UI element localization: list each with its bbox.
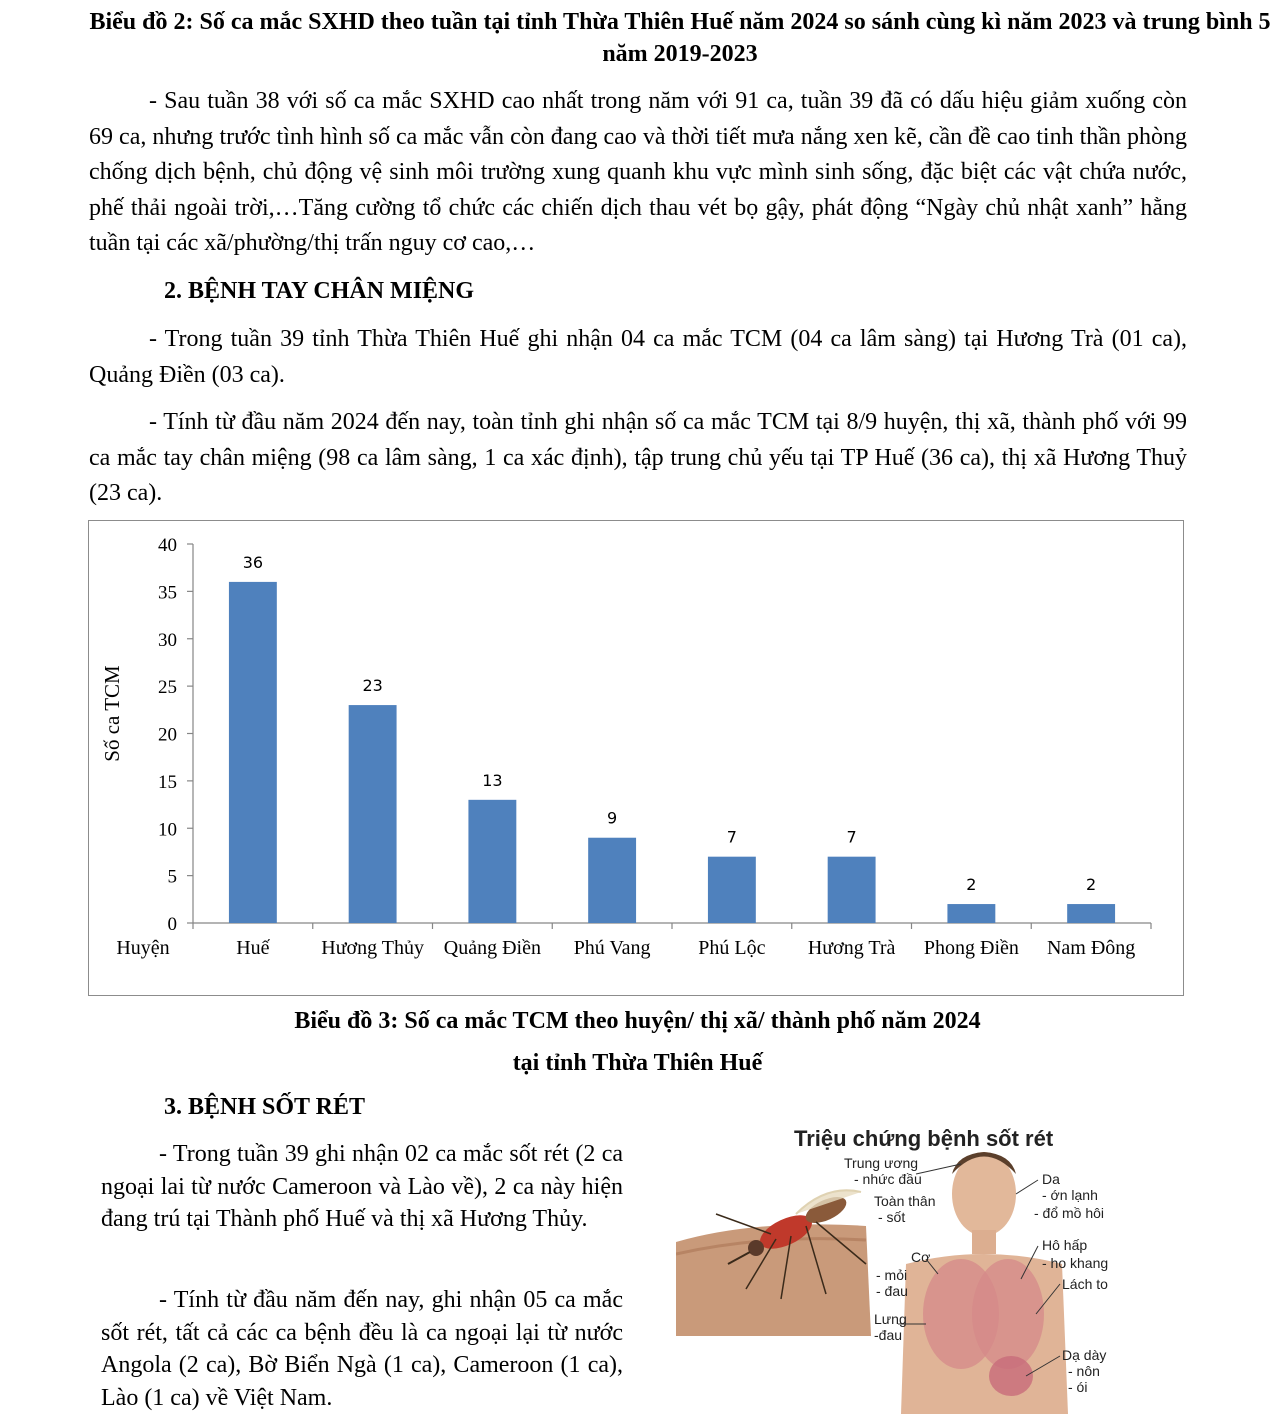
label-dau-lung: -đau (874, 1327, 903, 1343)
data-label: 9 (607, 808, 618, 828)
data-label: 13 (482, 770, 503, 790)
x-tick-label: Phú Lộc (698, 937, 766, 959)
bar-6 (828, 857, 876, 923)
section3-heading: 3. BỆNH SỐT RÉT (164, 1094, 365, 1120)
label-co: Cơ (911, 1249, 931, 1265)
data-label: 36 (242, 552, 264, 572)
label-toan-than: Toàn thân (874, 1193, 936, 1209)
x-tick-label: Hương Thủy (321, 937, 424, 959)
y-tick-label: 35 (158, 582, 177, 604)
tcm-chart-frame (88, 520, 1184, 996)
chart2-caption: Biểu đồ 2: Số ca mắc SXHD theo tuần tại tỉnh Thừa Thiên Huế năm 2024 so sánh cùng kì năm 2023 và trung bình 5 năm 2019-2023 (89, 9, 1271, 67)
tcm-bar-chart (89, 521, 1182, 994)
label-ho-khang: - ho khang (1042, 1255, 1109, 1271)
label-lung: Lưng (874, 1311, 907, 1327)
bar-8 (1067, 904, 1115, 923)
y-tick-label: 10 (158, 819, 177, 841)
label-trung-uong: Trung ương (844, 1155, 919, 1171)
bar-5 (708, 857, 756, 923)
label-moi: - mỏi (876, 1267, 908, 1283)
malaria-paragraph-2: - Tính từ đầu năm đến nay, ghi nhận 05 ca mắc sốt rét, tất cả các ca bệnh đều là ca ngoại lại từ nước Angola (2 ca), Bờ Biển Ngà (1 ca), Cameroon (1 ca), Lào (1 ca) về Việt Nam. (101, 1287, 623, 1411)
x-tick-label: Hương Trà (807, 937, 896, 959)
label-ho-hap: Hô hấp (1042, 1237, 1088, 1253)
y-tick-label: 15 (158, 771, 177, 793)
malaria-illustration-graphic (676, 1114, 1146, 1414)
label-do-mo-hoi: - đổ mồ hôi (1034, 1205, 1105, 1221)
sxhd-paragraph: - Sau tuần 38 với số ca mắc SXHD cao nhất trong năm với 91 ca, tuần 39 đã có dấu hiệu giảm xuống còn 69 ca, nhưng trước tình hình số ca mắc vẫn còn đang cao và thời tiết mưa nắng xen kẽ, cần đề cao tinh thần phòng chống dịch bệnh, chủ động vệ sinh môi trường xung quanh khu vực mình sinh sống, đặc biệt các vật chứa nước, phế thải ngoài trời,…Tăng cường tổ chức các chiến dịch thau vét bọ gậy, phát động “Ngày chủ nhật xanh” hằng tuần tại các xã/phường/thị trấn nguy cơ cao,… (89, 88, 1187, 256)
label-da-day: Dạ dày (1062, 1347, 1107, 1363)
y-tick-label: 30 (158, 629, 177, 651)
illustration-title: Triệu chứng bệnh sốt rét (794, 1126, 1054, 1151)
data-label: 2 (966, 875, 977, 895)
malaria-paragraph-1: - Trong tuần 39 ghi nhận 02 ca mắc sốt rét (2 ca ngoại lai từ nước Cameroon và Lào về), 2 ca này hiện đang trú tại Thành phố Huế và thị xã Hương Thủy. (101, 1141, 623, 1232)
y-tick-label: 40 (158, 535, 177, 556)
label-non: - nôn (1068, 1363, 1100, 1379)
bar-7 (947, 904, 995, 923)
label-sot: - sốt (878, 1209, 906, 1225)
x-tick-label: Nam Đông (1046, 937, 1136, 959)
label-on-lanh: - ớn lạnh (1042, 1187, 1098, 1203)
malaria-symptoms-illustration (676, 1114, 1146, 1414)
label-oi: - ói (1068, 1379, 1088, 1395)
chart3-caption-line1: Biểu đồ 3: Số ca mắc TCM theo huyện/ thị xã/ thành phố năm 2024 (294, 1008, 981, 1034)
x-tick-label: Quảng Điền (443, 937, 541, 959)
bar-4 (588, 838, 636, 923)
bar-2 (349, 705, 397, 923)
section2-heading: 2. BỆNH TAY CHÂN MIỆNG (164, 278, 475, 304)
label-da: Da (1042, 1171, 1060, 1187)
x-tick-label: Phú Vang (573, 937, 651, 959)
x-tick-label: Phong Điền (923, 937, 1019, 959)
tcm-paragraph-1: - Trong tuần 39 tỉnh Thừa Thiên Huế ghi nhận 04 ca mắc TCM (04 ca lâm sàng) tại Hương Trà (01 ca), Quảng Điền (03 ca). (89, 326, 1187, 388)
x-tick-label: Huế (236, 937, 270, 959)
y-tick-label: 25 (158, 677, 177, 699)
bar-3 (468, 800, 516, 923)
x-axis-title: Huyện (116, 937, 170, 959)
bar-1 (229, 582, 277, 923)
data-label: 7 (846, 827, 857, 847)
label-nhuc-dau: - nhức đầu (854, 1171, 922, 1187)
chart3-caption-line2: tại tỉnh Thừa Thiên Huế (512, 1050, 763, 1076)
y-tick-label: 0 (167, 914, 177, 935)
data-label: 23 (362, 676, 383, 696)
data-label: 7 (726, 827, 737, 847)
y-tick-label: 20 (158, 724, 177, 746)
label-lach-to: Lách to (1062, 1276, 1108, 1292)
label-dau-co: - đau (876, 1283, 908, 1299)
y-axis-title: Số ca TCM (100, 665, 124, 762)
y-tick-label: 5 (167, 866, 177, 888)
data-label: 2 (1086, 875, 1097, 895)
tcm-paragraph-2: - Tính từ đầu năm 2024 đến nay, toàn tỉnh ghi nhận số ca mắc TCM tại 8/9 huyện, thị xã, thành phố với 99 ca mắc tay chân miệng (98 ca lâm sàng, 1 ca xác định), tập trung chủ yếu tại TP Huế (36 ca), thị xã Hương Thuỷ (23 ca). (89, 409, 1187, 506)
